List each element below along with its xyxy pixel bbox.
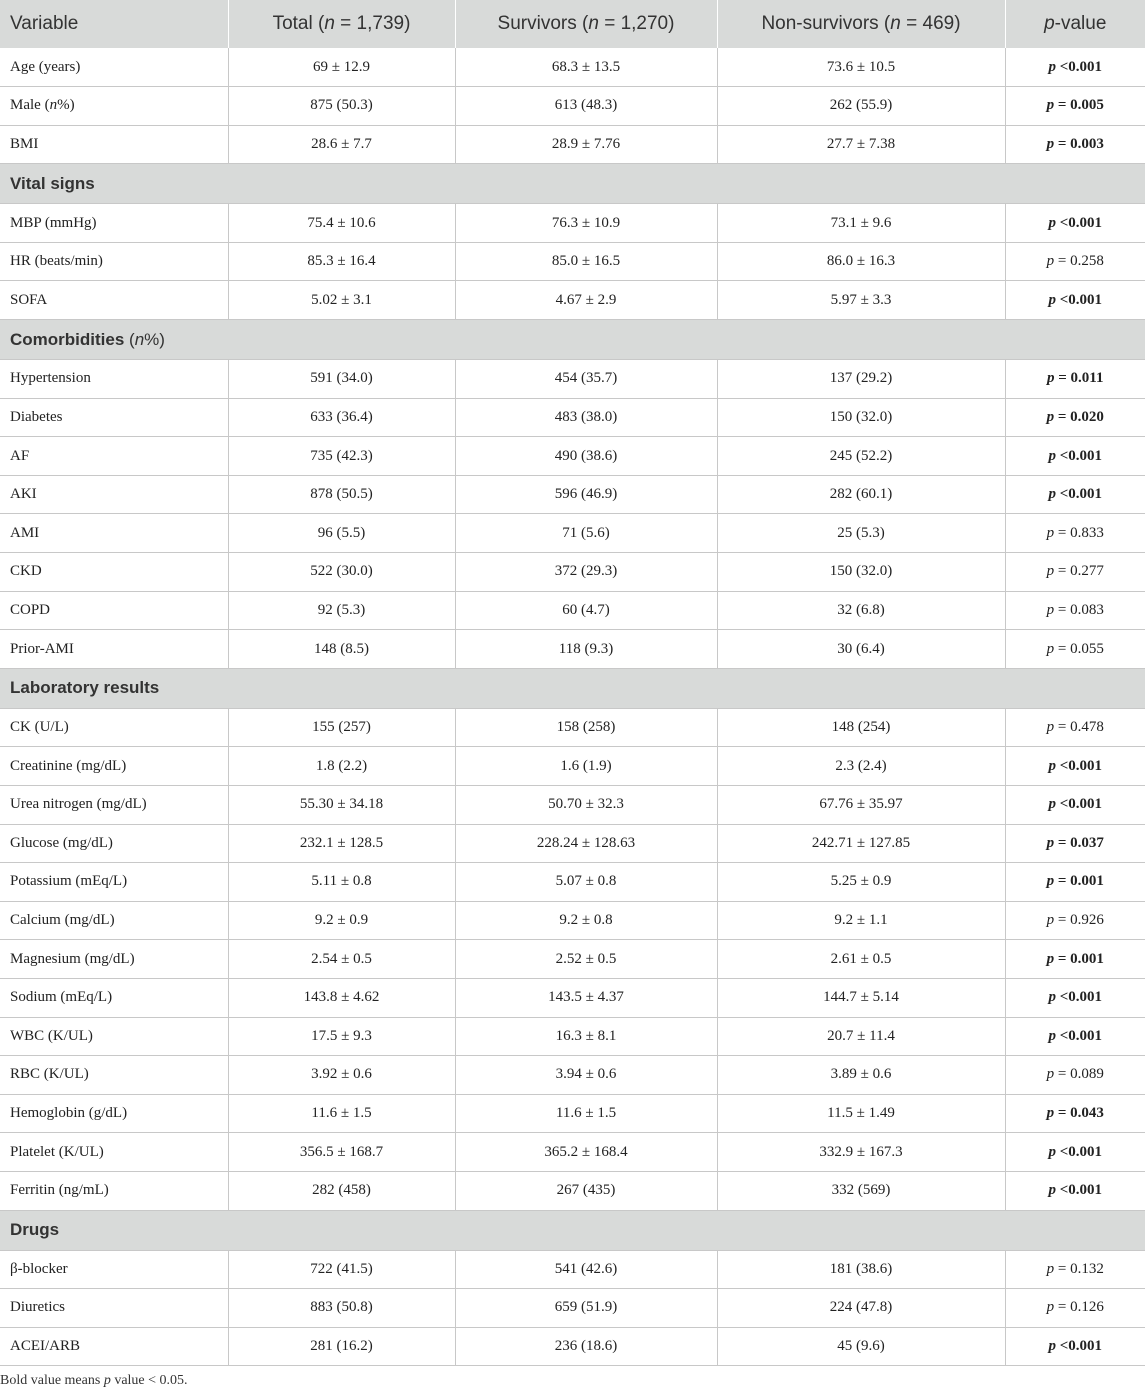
table-row — [0, 708, 1145, 747]
section-header-row — [0, 668, 1145, 708]
section-title: Comorbidities — [10, 329, 125, 349]
cell-survivors: 2.52 ± 0.5 — [455, 940, 717, 979]
table-row — [0, 125, 1145, 164]
cell-survivors: 613 (48.3) — [455, 87, 717, 126]
cell-p-value: p <0.001 — [1005, 1327, 1145, 1366]
cell-p-value: p = 0.043 — [1005, 1094, 1145, 1133]
header-total: Total (n = 1,739) — [228, 0, 455, 48]
cell-p-value: p = 0.011 — [1005, 360, 1145, 399]
cell-nonsurvivors: 242.71 ± 127.85 — [717, 824, 1005, 863]
cell-survivors: 143.5 ± 4.37 — [455, 978, 717, 1017]
cell-nonsurvivors: 150 (32.0) — [717, 553, 1005, 592]
cell-total: 633 (36.4) — [228, 398, 455, 437]
cell-p-value: p = 0.001 — [1005, 940, 1145, 979]
cell-variable: Creatinine (mg/dL) — [0, 747, 228, 786]
cell-total: 11.6 ± 1.5 — [228, 1094, 455, 1133]
table-row — [0, 553, 1145, 592]
table-row — [0, 360, 1145, 399]
cell-p-value: p = 0.478 — [1005, 708, 1145, 747]
cell-variable: CK (U/L) — [0, 708, 228, 747]
cell-nonsurvivors: 73.1 ± 9.6 — [717, 204, 1005, 243]
cell-nonsurvivors: 144.7 ± 5.14 — [717, 978, 1005, 1017]
cell-nonsurvivors: 20.7 ± 11.4 — [717, 1017, 1005, 1056]
header-p-value: p-value — [1044, 13, 1107, 34]
cell-variable: Calcium (mg/dL) — [0, 901, 228, 940]
cell-survivors: 372 (29.3) — [455, 553, 717, 592]
cell-variable: Hypertension — [0, 360, 228, 399]
header-variable: Variable — [0, 0, 228, 48]
cell-nonsurvivors: 150 (32.0) — [717, 398, 1005, 437]
cell-survivors: 50.70 ± 32.3 — [455, 786, 717, 825]
cell-variable: Diuretics — [0, 1289, 228, 1328]
cell-variable: Platelet (K/UL) — [0, 1133, 228, 1172]
table-row — [0, 1017, 1145, 1056]
cell-p-value: p <0.001 — [1005, 978, 1145, 1017]
cell-variable: CKD — [0, 553, 228, 592]
cell-p-value: p = 0.083 — [1005, 591, 1145, 630]
cell-p-value: p = 0.926 — [1005, 901, 1145, 940]
cell-nonsurvivors: 3.89 ± 0.6 — [717, 1056, 1005, 1095]
cell-total: 55.30 ± 34.18 — [228, 786, 455, 825]
cell-total: 69 ± 12.9 — [228, 48, 455, 87]
cell-variable: Potassium (mEq/L) — [0, 863, 228, 902]
cell-p-value: p <0.001 — [1005, 1017, 1145, 1056]
cell-total: 591 (34.0) — [228, 360, 455, 399]
cell-variable: WBC (K/UL) — [0, 1017, 228, 1056]
table-footnote: Bold value means p value < 0.05. — [0, 1373, 188, 1388]
cell-nonsurvivors: 224 (47.8) — [717, 1289, 1005, 1328]
cell-variable: AKI — [0, 475, 228, 514]
cell-total: 2.54 ± 0.5 — [228, 940, 455, 979]
cell-variable: Age (years) — [0, 48, 228, 87]
cell-survivors: 541 (42.6) — [455, 1250, 717, 1289]
table-row — [0, 1056, 1145, 1095]
cell-variable: HR (beats/min) — [0, 242, 228, 281]
table-row — [0, 1094, 1145, 1133]
cell-total: 28.6 ± 7.7 — [228, 125, 455, 164]
cell-variable: SOFA — [0, 281, 228, 320]
cell-total: 75.4 ± 10.6 — [228, 204, 455, 243]
cell-variable: Hemoglobin (g/dL) — [0, 1094, 228, 1133]
cell-variable: MBP (mmHg) — [0, 204, 228, 243]
cell-p-value: p <0.001 — [1005, 281, 1145, 320]
cell-variable: β-blocker — [0, 1250, 228, 1289]
section-header-row — [0, 164, 1145, 204]
section-label — [0, 668, 1145, 708]
cell-total: 1.8 (2.2) — [228, 747, 455, 786]
cell-nonsurvivors: 2.3 (2.4) — [717, 747, 1005, 786]
cell-p-value: p = 0.277 — [1005, 553, 1145, 592]
cell-total: 875 (50.3) — [228, 87, 455, 126]
table-row — [0, 940, 1145, 979]
cell-survivors: 5.07 ± 0.8 — [455, 863, 717, 902]
cell-variable: BMI — [0, 125, 228, 164]
cell-p-value: p = 0.132 — [1005, 1250, 1145, 1289]
section-suffix: (n%) — [124, 329, 165, 349]
table-row — [0, 398, 1145, 437]
cell-total: 148 (8.5) — [228, 630, 455, 669]
cell-p-value: p <0.001 — [1005, 747, 1145, 786]
cell-p-value: p <0.001 — [1005, 1171, 1145, 1210]
cell-p-value: p <0.001 — [1005, 437, 1145, 476]
cell-variable: RBC (K/UL) — [0, 1056, 228, 1095]
cell-survivors: 60 (4.7) — [455, 591, 717, 630]
cell-nonsurvivors: 9.2 ± 1.1 — [717, 901, 1005, 940]
cell-total: 722 (41.5) — [228, 1250, 455, 1289]
table-row — [0, 1133, 1145, 1172]
cell-total: 96 (5.5) — [228, 514, 455, 553]
table-row — [0, 630, 1145, 669]
table-row — [0, 242, 1145, 281]
cell-survivors: 1.6 (1.9) — [455, 747, 717, 786]
section-header-row — [0, 320, 1145, 360]
section-title: Vital signs — [10, 173, 95, 193]
cell-total: 883 (50.8) — [228, 1289, 455, 1328]
table-row — [0, 747, 1145, 786]
cell-p-value: p = 0.055 — [1005, 630, 1145, 669]
header-nonsurvivors: Non-survivors (n = 469) — [717, 0, 1005, 48]
cell-total: 143.8 ± 4.62 — [228, 978, 455, 1017]
cell-total: 17.5 ± 9.3 — [228, 1017, 455, 1056]
cell-total: 356.5 ± 168.7 — [228, 1133, 455, 1172]
table-row — [0, 591, 1145, 630]
table-row — [0, 1327, 1145, 1366]
cell-total: 5.02 ± 3.1 — [228, 281, 455, 320]
cell-nonsurvivors: 25 (5.3) — [717, 514, 1005, 553]
cell-nonsurvivors: 86.0 ± 16.3 — [717, 242, 1005, 281]
cell-total: 282 (458) — [228, 1171, 455, 1210]
cell-nonsurvivors: 32 (6.8) — [717, 591, 1005, 630]
cell-variable: AMI — [0, 514, 228, 553]
cell-survivors: 68.3 ± 13.5 — [455, 48, 717, 87]
cell-survivors: 11.6 ± 1.5 — [455, 1094, 717, 1133]
cell-survivors: 659 (51.9) — [455, 1289, 717, 1328]
cell-p-value: p = 0.258 — [1005, 242, 1145, 281]
cell-total: 878 (50.5) — [228, 475, 455, 514]
table-body — [0, 48, 1145, 1366]
table-row — [0, 1171, 1145, 1210]
table-row — [0, 901, 1145, 940]
cell-survivors: 490 (38.6) — [455, 437, 717, 476]
cell-nonsurvivors: 148 (254) — [717, 708, 1005, 747]
cell-nonsurvivors: 245 (52.2) — [717, 437, 1005, 476]
cell-nonsurvivors: 27.7 ± 7.38 — [717, 125, 1005, 164]
cell-survivors: 483 (38.0) — [455, 398, 717, 437]
cell-p-value: p = 0.037 — [1005, 824, 1145, 863]
table-row — [0, 48, 1145, 87]
cell-p-value: p <0.001 — [1005, 475, 1145, 514]
cell-nonsurvivors: 5.97 ± 3.3 — [717, 281, 1005, 320]
cell-survivors: 158 (258) — [455, 708, 717, 747]
cell-nonsurvivors: 332.9 ± 167.3 — [717, 1133, 1005, 1172]
cell-nonsurvivors: 332 (569) — [717, 1171, 1005, 1210]
table-row — [0, 204, 1145, 243]
cell-total: 9.2 ± 0.9 — [228, 901, 455, 940]
cell-p-value: p <0.001 — [1005, 786, 1145, 825]
cell-variable: Glucose (mg/dL) — [0, 824, 228, 863]
cell-nonsurvivors: 262 (55.9) — [717, 87, 1005, 126]
cell-variable: Male (n%) — [0, 87, 228, 126]
cell-variable: Diabetes — [0, 398, 228, 437]
cell-survivors: 3.94 ± 0.6 — [455, 1056, 717, 1095]
cell-survivors: 28.9 ± 7.76 — [455, 125, 717, 164]
cell-variable: Ferritin (ng/mL) — [0, 1171, 228, 1210]
cell-survivors: 365.2 ± 168.4 — [455, 1133, 717, 1172]
cell-survivors: 596 (46.9) — [455, 475, 717, 514]
table-row — [0, 87, 1145, 126]
cell-survivors: 228.24 ± 128.63 — [455, 824, 717, 863]
cell-total: 92 (5.3) — [228, 591, 455, 630]
section-label — [0, 320, 1145, 360]
cell-nonsurvivors: 30 (6.4) — [717, 630, 1005, 669]
cell-variable: COPD — [0, 591, 228, 630]
cell-p-value: p <0.001 — [1005, 204, 1145, 243]
cell-nonsurvivors: 137 (29.2) — [717, 360, 1005, 399]
cell-survivors: 76.3 ± 10.9 — [455, 204, 717, 243]
cell-nonsurvivors: 282 (60.1) — [717, 475, 1005, 514]
section-title: Drugs — [10, 1220, 60, 1240]
cell-survivors: 454 (35.7) — [455, 360, 717, 399]
cell-p-value: p = 0.089 — [1005, 1056, 1145, 1095]
cell-variable: AF — [0, 437, 228, 476]
cell-total: 735 (42.3) — [228, 437, 455, 476]
table-row — [0, 475, 1145, 514]
table-row — [0, 514, 1145, 553]
table-row — [0, 978, 1145, 1017]
cell-total: 3.92 ± 0.6 — [228, 1056, 455, 1095]
cell-nonsurvivors: 5.25 ± 0.9 — [717, 863, 1005, 902]
cell-total: 85.3 ± 16.4 — [228, 242, 455, 281]
table-row — [0, 281, 1145, 320]
cell-p-value: p = 0.126 — [1005, 1289, 1145, 1328]
cell-p-value: p = 0.003 — [1005, 125, 1145, 164]
section-label — [0, 164, 1145, 204]
cell-total: 155 (257) — [228, 708, 455, 747]
cell-total: 5.11 ± 0.8 — [228, 863, 455, 902]
cell-nonsurvivors: 2.61 ± 0.5 — [717, 940, 1005, 979]
cell-variable: Prior-AMI — [0, 630, 228, 669]
table-row — [0, 437, 1145, 476]
table-row — [0, 824, 1145, 863]
cell-total: 522 (30.0) — [228, 553, 455, 592]
cell-nonsurvivors: 11.5 ± 1.49 — [717, 1094, 1005, 1133]
cell-p-value: p <0.001 — [1005, 1133, 1145, 1172]
cell-survivors: 71 (5.6) — [455, 514, 717, 553]
cell-p-value: p = 0.833 — [1005, 514, 1145, 553]
cell-p-value: p <0.001 — [1005, 48, 1145, 87]
section-title: Laboratory results — [10, 678, 160, 698]
cell-survivors: 4.67 ± 2.9 — [455, 281, 717, 320]
section-label — [0, 1210, 1145, 1250]
table-header-row — [0, 0, 1145, 48]
cell-total: 281 (16.2) — [228, 1327, 455, 1366]
table-row — [0, 1250, 1145, 1289]
table-row — [0, 786, 1145, 825]
cell-variable: ACEI/ARB — [0, 1327, 228, 1366]
header-survivors: Survivors (n = 1,270) — [455, 0, 717, 48]
cell-variable: Urea nitrogen (mg/dL) — [0, 786, 228, 825]
table-row — [0, 1289, 1145, 1328]
cell-p-value: p = 0.005 — [1005, 87, 1145, 126]
cell-variable: Sodium (mEq/L) — [0, 978, 228, 1017]
cell-survivors: 236 (18.6) — [455, 1327, 717, 1366]
section-header-row — [0, 1210, 1145, 1250]
cell-nonsurvivors: 45 (9.6) — [717, 1327, 1005, 1366]
cell-survivors: 267 (435) — [455, 1171, 717, 1210]
cell-survivors: 118 (9.3) — [455, 630, 717, 669]
cell-nonsurvivors: 73.6 ± 10.5 — [717, 48, 1005, 87]
table-row — [0, 863, 1145, 902]
cell-p-value: p = 0.020 — [1005, 398, 1145, 437]
cell-survivors: 16.3 ± 8.1 — [455, 1017, 717, 1056]
cell-survivors: 9.2 ± 0.8 — [455, 901, 717, 940]
cell-nonsurvivors: 181 (38.6) — [717, 1250, 1005, 1289]
cell-survivors: 85.0 ± 16.5 — [455, 242, 717, 281]
cell-p-value: p = 0.001 — [1005, 863, 1145, 902]
cell-variable: Magnesium (mg/dL) — [0, 940, 228, 979]
cell-nonsurvivors: 67.76 ± 35.97 — [717, 786, 1005, 825]
cell-total: 232.1 ± 128.5 — [228, 824, 455, 863]
